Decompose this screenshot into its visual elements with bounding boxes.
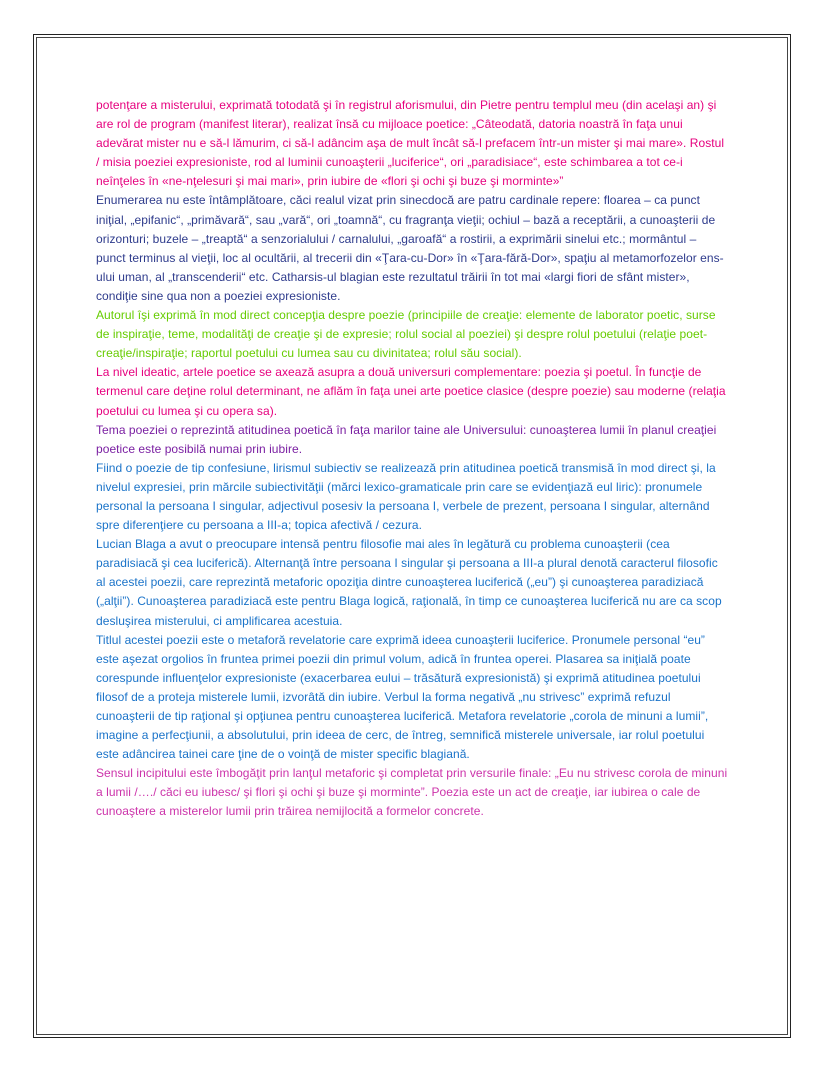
paragraph-theme: Tema poeziei o reprezintă atitudinea poetică în faţa marilor taine ale Universului: cunoaşterea lumii în planul creaţiei poetice este posibilă numai prin iubire.: [96, 422, 717, 456]
paragraph-ideatic-level: La nivel ideatic, artele poetice se axează asupra a două universuri complementare: poezia şi poetul. În funcţie de termenul care deţine rolul determinant, ne aflăm în faţa unei arte poetice clasice (despre poezie) sau moderne (relaţia poetului cu lumea şi cu opera sa).: [96, 365, 726, 418]
document-body: [96, 96, 728, 822]
paragraph-author-conception: Autorul îşi exprimă în mod direct concepţia despre poezie (principiile de creaţie: elemente de laborator poetic, surse de inspiraţie, teme, modalităţi de creaţie şi de expresie; rolul social al poeziei) şi despre rolul poetului (relaţie poet-creaţie/inspiraţie; raportul poetului cu lumea sau cu divinitatea; rolul său social).: [96, 308, 716, 361]
paragraph-title-metaphor: Titlul acestei poezii este o metaforă revelatorie care exprimă ideea cunoaşterii luciferice. Pronumele personal “eu” este aşezat orgolios în fruntea primei poezii din primul volum, adică în fruntea operei. Plasarea sa iniţială poate corespunde influenţelor expresioniste (exacerbarea eului – trăsătură expresionistă) şi exprimă atitudinea poetului filosof de a proteja misterele lumii, izvorâtă din iubire. Verbul la forma negativă „nu strivesc” exprimă refuzul cunoaşterii de tip raţional şi opţiunea pentru cunoaşterea luciferică. Metafora revelatorie „corola de minuni a lumii”, imagine a perfecţiunii, a absolutului, prin ideea de cerc, de întreg, semnifică misterele universale, iar rolul poetului este adâncirea tainei care ţine de o voinţă de mister specific blagiană.: [96, 632, 709, 762]
paragraph-enumeration: Enumerarea nu este întâmplătoare, căci realul vizat prin sinecdocă are patru cardinale repere: floarea – ca punct iniţial, „epifanic“, „primăvară“, sau „vară“, ori „toamnă“, cu fragranţa vieţii; ochiul – bază a receptării, a cunoaşterii de orizonturi; buzele – „treaptă“ a senzorialului / carnalului, „garoafă“ a rostirii, a exprimării sinelui etc.; mormântul – punct terminus al vieţii, loc al ocultării, al trecerii din «Ţara-cu-Dor» în «Ţara-fără-Dor», spaţiu al metamorfozelor ens-ului uman, al „transcenderii“ etc. Catharsis-ul blagian este rezultatul trăirii în tot mai «largi fiori de sfânt mister», condiţie sine qua non a poeziei expresioniste.: [96, 193, 724, 303]
paragraph-blaga-philosophy: Lucian Blaga a avut o preocupare intensă pentru filosofie mai ales în legătură cu problema cunoaşterii (cea paradisiacă şi cea luciferică). Alternanţă între persoana I singular şi persoana a III-a plural denotă caracterul filosofic al acestei poezii, care reprezintă metaforic opoziţia dintre cunoaşterea luciferică („eu”) şi cunoaşterea paradiziacă („alţii”). Cunoaşterea paradiziacă este pentru Blaga logică, raţională, în timp ce cunoaşterea luciferică nu are ca scop desluşirea misterului, ci amplificarea acestuia.: [96, 537, 722, 628]
paragraph-incipit: Sensul incipitului este îmbogăţit prin lanţul metaforic şi completat prin versurile finale: „Eu nu strivesc corola de minuni a lumii /…./ căci eu iubesc/ şi flori şi ochi şi buze şi morminte”. Poezia este un act de creaţie, iar iubirea o cale de cunoaştere a misterelor lumii prin trăirea nemijlocită a formelor concrete.: [96, 766, 728, 819]
paragraph-aphorism: potenţare a misterului, exprimată totodată şi în registrul aforismului, din Pietre pentru templul meu (din acelaşi an) şi are rol de program (manifest literar), realizat însă cu mijloace poetice: „Câteodată, datoria noastră în faţa unui adevărat mister nu e să-l lămurim, ci să-l adâncim aşa de mult încât să-l prefacem într-un mister şi mai mare». Rostul / misia poeziei expresioniste, rod al luminii cunoaşterii „luciferice“, ori „paradisiace“, este schimbarea a tot ce-i neînţeles în «ne-nţelesuri şi mai mari», prin iubire de «flori şi ochi şi buze şi morminte»”: [96, 98, 725, 189]
paragraph-confession: Fiind o poezie de tip confesiune, lirismul subiectiv se realizează prin atitudinea poetică transmisă în mod direct şi, la nivelul expresiei, prin mărcile subiectivităţii (mărci lexico-gramaticale prin care se evidenţiază eul liric): pronumele personal la persoana I singular, adjectivul posesiv la persoana I, verbele de prezent, persoana I singular, alternând spre diferenţiere cu persoana a III-a; topica afectivă / cezura.: [96, 460, 716, 533]
